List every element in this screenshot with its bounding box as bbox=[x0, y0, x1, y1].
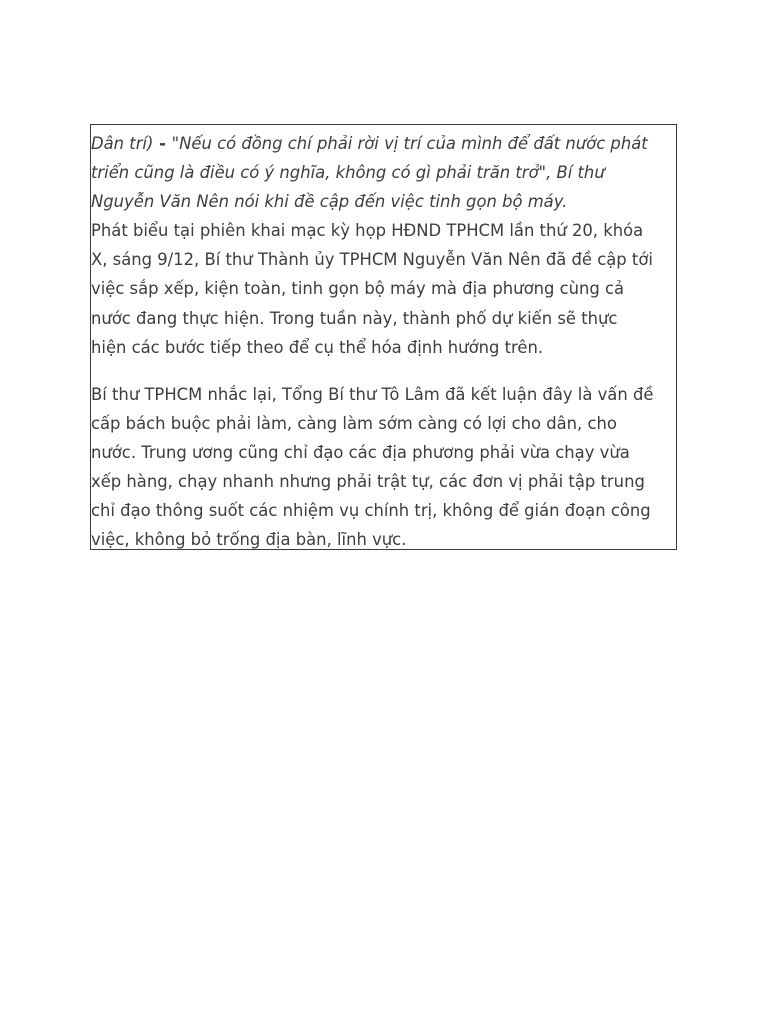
lead-paragraph bbox=[91, 129, 677, 216]
paragraph-gap bbox=[91, 362, 677, 380]
paragraph-line: X, sáng 9/12, Bí thư Thành ủy TPHCM Nguyễn Văn Nên đã đề cập tới bbox=[91, 250, 653, 270]
paragraph-line: hiện các bước tiếp theo để cụ thể hóa định hướng trên. bbox=[91, 337, 544, 357]
paragraph-line: cấp bách buộc phải làm, càng làm sớm càng có lợi cho dân, cho bbox=[91, 413, 617, 433]
article-frame bbox=[90, 124, 677, 550]
quote-start: "Nếu có đồng chí phải rời vị trí của mình để đất nước phát bbox=[171, 134, 648, 153]
paragraph-line: chỉ đạo thông suốt các nhiệm vụ chính trị, không để gián đoạn công bbox=[91, 501, 651, 521]
article-text bbox=[91, 129, 677, 550]
paragraph-line: Phát biểu tại phiên khai mạc kỳ họp HĐND TPHCM lần thứ 20, khóa bbox=[91, 221, 644, 241]
paragraph-line: việc, không bỏ trống địa bàn, lĩnh vực. bbox=[91, 530, 407, 550]
paragraph-line: Bí thư TPHCM nhắc lại, Tổng Bí thư Tô Lâm đã kết luận đây là vấn đề bbox=[91, 384, 654, 404]
source-separator: - bbox=[153, 134, 172, 153]
paragraph-line: việc sắp xếp, kiện toàn, tinh gọn bộ máy mà địa phương cùng cả bbox=[91, 279, 625, 299]
lead-line-1 bbox=[91, 129, 677, 158]
source-label: Dân trí) bbox=[91, 134, 154, 153]
body-paragraph-1 bbox=[91, 216, 677, 361]
paragraph-line: nước. Trung ương cũng chỉ đạo các địa phương phải vừa chạy vừa bbox=[91, 442, 630, 462]
lead-line-2: triển cũng là điều có ý nghĩa, không có gì phải trăn trở", Bí thư bbox=[91, 163, 605, 183]
paragraph-line: nước đang thực hiện. Trong tuần này, thành phố dự kiến sẽ thực bbox=[91, 308, 618, 328]
body-paragraph-2 bbox=[91, 380, 677, 550]
lead-line-3: Nguyễn Văn Nên nói khi đề cập đến việc tinh gọn bộ máy. bbox=[91, 192, 568, 212]
paragraph-line: xếp hàng, chạy nhanh nhưng phải trật tự, các đơn vị phải tập trung bbox=[91, 472, 645, 492]
